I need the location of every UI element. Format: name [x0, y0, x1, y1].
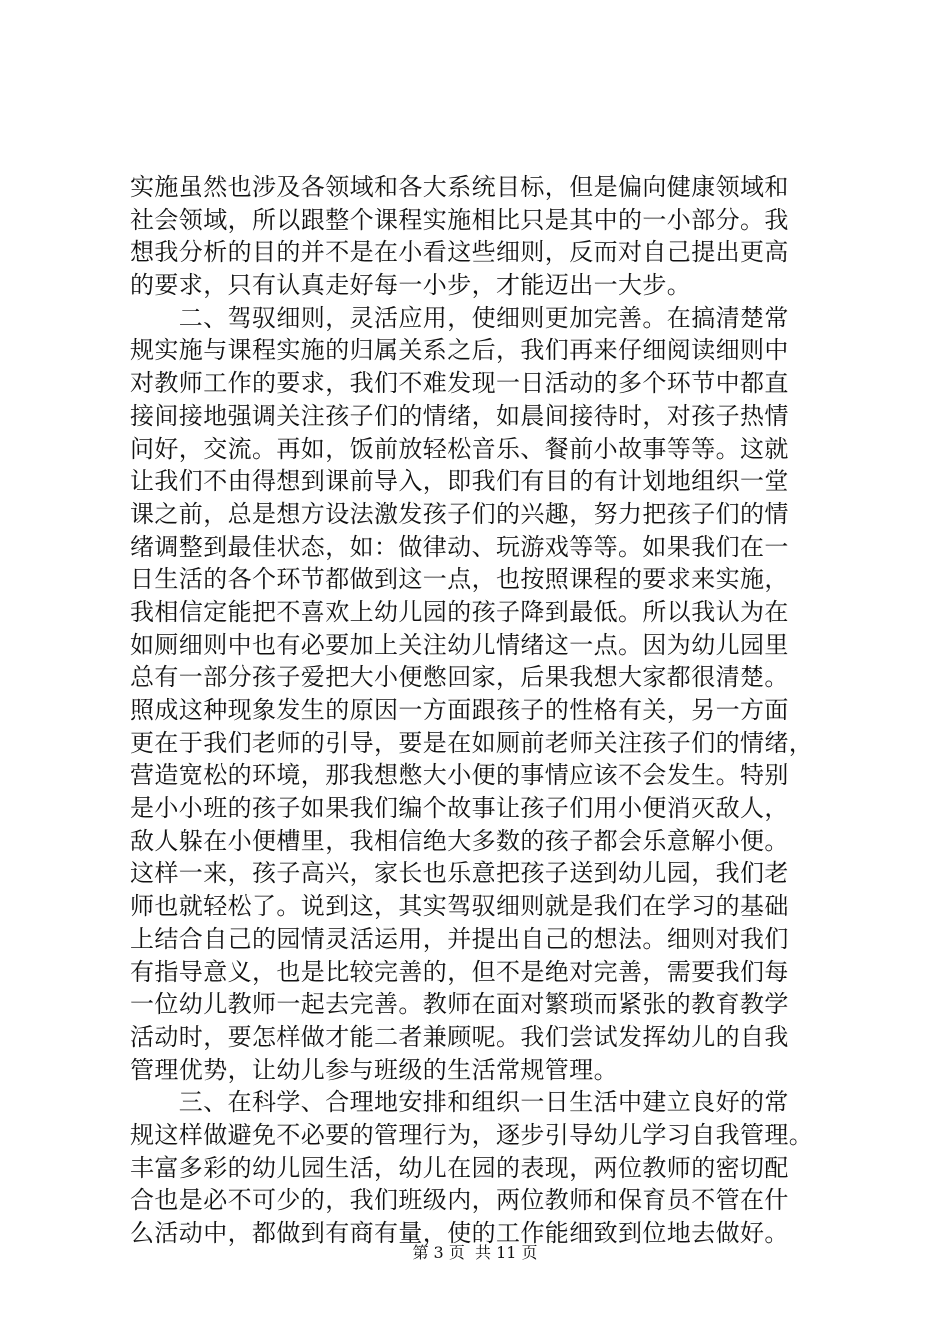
text-line: 课之前，总是想方设法激发孩子们的兴趣，努力把孩子们的情 — [130, 499, 789, 528]
text-line: 规实施与课程实施的归属关系之后，我们再来仔细阅读细则中 — [130, 336, 789, 365]
text-line: 丰富多彩的幼儿园生活，幼儿在园的表现，两位教师的密切配 — [130, 1153, 789, 1182]
text-line: 活动时，要怎样做才能二者兼顾呢。我们尝试发挥幼儿的自我 — [130, 1022, 789, 1051]
text-line: 照成这种现象发生的原因一方面跟孩子的性格有关，另一方面 — [130, 696, 789, 724]
text-line: 总有一部分孩子爱把大小便憋回家，后果我想大家都很清楚。 — [130, 663, 789, 692]
text-line: 有指导意义，也是比较完善的，但不是绝对完善，需要我们每 — [130, 957, 789, 986]
text-line: 敌人躲在小便槽里，我相信绝大多数的孩子都会乐意解小便。 — [130, 826, 789, 855]
page-footer: 第 3 页 共 11 页 — [412, 1243, 538, 1262]
text-line: 想我分析的目的并不是在小看这些细则，反而对自己提出更高 — [130, 238, 789, 267]
text-line: 么活动中，都做到有商有量，使的工作能细致到位地去做好。 — [130, 1219, 789, 1247]
text-line: 这样一来，孩子高兴，家长也乐意把孩子送到幼儿园，我们老 — [130, 859, 789, 888]
document-body — [130, 171, 830, 1250]
text-line: 上结合自己的园情灵活运用，并提出自己的想法。细则对我们 — [130, 924, 789, 953]
text-line: 规这样做避免不必要的管理行为，逐步引导幼儿学习自我管理。 — [130, 1120, 814, 1149]
text-line: 社会领域，所以跟整个课程实施相比只是其中的一小部分。我 — [130, 205, 789, 234]
text-line: 合也是必不可少的，我们班级内，两位教师和保育员不管在什 — [130, 1186, 789, 1215]
text-line: 我相信定能把不喜欢上幼儿园的孩子降到最低。所以我认为在 — [130, 597, 789, 626]
text-line: 营造宽松的环境，那我想憋大小便的事情应该不会发生。特别 — [130, 761, 789, 790]
text-line: 让我们不由得想到课前导入，即我们有目的有计划地组织一堂 — [130, 467, 789, 496]
text-line: 对教师工作的要求，我们不难发现一日活动的多个环节中都直 — [130, 369, 789, 398]
text-line: 是小小班的孩子如果我们编个故事让孩子们用小便消灭敌人， — [130, 794, 789, 823]
text-line: 一位幼儿教师一起去完善。教师在面对繁琐而紧张的教育教学 — [130, 990, 789, 1019]
text-line: 更在于我们老师的引导，要是在如厕前老师关注孩子们的情绪， — [130, 728, 814, 757]
text-line: 绪调整到最佳状态，如：做律动、玩游戏等等。如果我们在一 — [130, 532, 789, 561]
text-line: 的要求，只有认真走好每一小步，才能迈出一大步。 — [130, 271, 692, 300]
text-line: 如厕细则中也有必要加上关注幼儿情绪这一点。因为幼儿园里 — [130, 630, 789, 659]
text-line: 问好，交流。再如，饭前放轻松音乐、餐前小故事等等。这就 — [130, 434, 789, 463]
text-line: 实施虽然也涉及各领域和各大系统目标，但是偏向健康领域和 — [130, 173, 789, 201]
text-line: 二、驾驭细则，灵活应用，使细则更加完善。在搞清楚常 — [130, 303, 789, 332]
text-line: 接间接地强调关注孩子们的情绪，如晨间接待时，对孩子热情 — [130, 401, 789, 430]
text-line: 三、在科学、合理地安排和组织一日生活中建立良好的常 — [130, 1088, 789, 1117]
text-line: 日生活的各个环节都做到这一点，也按照课程的要求来实施， — [130, 565, 789, 594]
text-line: 师也就轻松了。说到这，其实驾驭细则就是我们在学习的基础 — [130, 892, 789, 921]
text-line: 管理优势，让幼儿参与班级的生活常规管理。 — [130, 1055, 618, 1084]
